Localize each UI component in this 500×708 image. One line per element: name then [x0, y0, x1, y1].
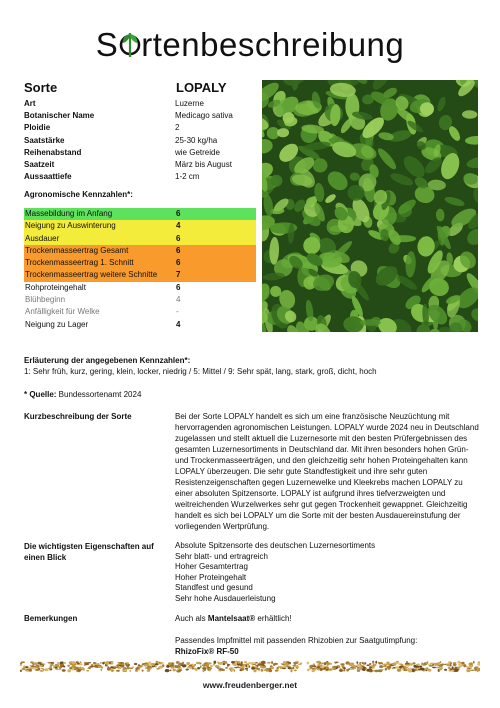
trait-row	[24, 233, 256, 245]
info-label: Saatstärke	[24, 135, 65, 145]
sorte-name: LOPALY	[176, 80, 227, 95]
trait-label: Neigung zu Lager	[25, 319, 89, 329]
remarks-pre: Auch als	[175, 614, 208, 623]
remarks-line-1	[175, 613, 480, 624]
property-item: Hoher Gesamtertrag	[175, 562, 248, 571]
trait-value: 4	[176, 319, 181, 329]
property-item: Standfest und gesund	[175, 583, 253, 592]
info-label: Reihenabstand	[24, 147, 82, 157]
property-item: Absolute Spitzensorte des deutschen Luzernesortiments	[175, 541, 376, 550]
trait-value: 4	[176, 221, 181, 231]
property-item: Hoher Proteingehalt	[175, 572, 247, 582]
sorte-label: Sorte	[24, 80, 58, 95]
alfalfa-photo	[262, 80, 478, 332]
info-row	[24, 110, 256, 122]
trait-row	[24, 269, 256, 281]
info-value: wie Getreide	[175, 147, 220, 157]
info-label: Ploidie	[24, 123, 51, 133]
trait-value: 6	[176, 233, 181, 243]
footer-url-link[interactable]: www.freudenberger.net	[202, 680, 298, 690]
description-label: Kurzbeschreibung der Sorte	[24, 412, 132, 421]
info-value: 25-30 kg/ha	[175, 135, 218, 145]
trait-row	[24, 245, 256, 257]
title-text-start: S	[95, 26, 119, 64]
trait-label: Blühbeginn	[25, 295, 66, 305]
info-row	[24, 147, 256, 159]
trait-label: Ausdauer	[25, 233, 60, 243]
variety-info-list	[24, 98, 256, 183]
trait-value: 6	[176, 245, 181, 255]
trait-label: Anfälligkeit für Welke	[25, 307, 100, 317]
source-note	[24, 390, 141, 399]
trait-value: -	[176, 307, 179, 317]
leaf-logo-icon	[119, 29, 141, 59]
trait-value: 7	[176, 270, 181, 280]
page-title	[0, 24, 500, 66]
info-label: Art	[24, 99, 36, 108]
source-value: Bundessortenamt 2024	[56, 390, 142, 399]
remarks-post: erhältlich!	[255, 614, 292, 623]
info-row	[24, 159, 256, 171]
trait-label: Trockenmasseertrag 1. Schnitt	[25, 258, 134, 268]
info-row	[24, 171, 256, 183]
info-value: Medicago sativa	[175, 111, 233, 121]
trait-value: 6	[176, 209, 181, 218]
remarks-line-3: RhizoFix® RF-50	[175, 647, 239, 656]
trait-value: 4	[176, 295, 181, 305]
property-item: Sehr blatt- und ertragreich	[175, 551, 268, 561]
seed-strip-graphic	[20, 659, 480, 674]
info-value: 1-2 cm	[175, 172, 200, 182]
remarks-label: Bemerkungen	[24, 614, 78, 623]
info-label: Botanischer Name	[24, 111, 95, 121]
agro-heading: Agronomische Kennzahlen*:	[24, 190, 133, 199]
info-row	[24, 98, 256, 110]
agro-traits-list	[24, 208, 256, 331]
alfalfa-leaves-image	[262, 80, 478, 332]
trait-row	[24, 282, 256, 294]
info-value: 2	[175, 123, 180, 133]
trait-row	[24, 294, 256, 306]
info-label: Aussaattiefe	[24, 172, 72, 182]
legend-heading: Erläuterung der angegebenen Kennzahlen*:	[24, 356, 191, 365]
trait-row	[24, 208, 256, 220]
source-label: * Quelle:	[24, 390, 57, 399]
properties-label: Die wichtigsten Eigenschaften auf einen Blick	[24, 542, 154, 562]
info-value: Luzerne	[175, 99, 204, 108]
trait-row	[24, 257, 256, 269]
trait-value: 6	[176, 258, 181, 268]
seed-strip-image	[20, 659, 480, 674]
trait-row	[24, 220, 256, 232]
properties-list	[175, 541, 480, 604]
remarks-block	[175, 613, 480, 657]
description-text	[175, 411, 480, 532]
remarks-product: Mantelsaat®	[207, 614, 256, 623]
title-text-end: rtenbeschreibung	[141, 26, 405, 64]
trait-label: Trockenmasseertrag Gesamt	[25, 245, 129, 255]
legend-text: 1: Sehr früh, kurz, gering, klein, locker, niedrig / 5: Mittel / 9: Sehr spät, lang, stark, groß, dicht, hoch	[24, 367, 377, 376]
trait-label: Trockenmasseertrag weitere Schnitte	[25, 270, 158, 280]
trait-label: Massebildung im Anfang	[25, 209, 113, 218]
remarks-line-2: Passendes Impfmittel mit passenden Rhizobien zur Saatgutimpfung:	[175, 636, 418, 645]
info-label: Saatzeit	[24, 159, 55, 169]
description-paragraph: Bei der Sorte LOPALY handelt es sich um eine französische Neuzüchtung mit hervorragenden agronomischen Leistungen. LOPALY wurde 2024 neu in Deutschland zugelassen und stellt aktuell die Luzernesorte mit den besten Prüfergebnissen des gesamten Luzernesortiments in Deutschland dar. Mit ihren besonders hohen Grün- und Trockenmasseerträgen, und den gleichzeitig sehr hohen Proteingehalten kann LOPALY überzeugen. Die sehr gute Standfestigkeit und ihre sehr guten Resistenzeigenschaften gegen Luzernewelke und Kleekrebs machen LOPALY zu einer absoluten Spitzensorte. LOPALY ist aufgrund ihres tiefverzweigten und weitreichenden Wurzelwerkes sehr gut gegen Trockenheit gewappnet. Gleichzeitig handelt es sich bei LOPALY um die Sorte mit der besten Ausdauereinstufung der vorliegenden Wertprüfung.	[175, 412, 479, 531]
trait-value: 6	[176, 282, 181, 292]
info-row	[24, 122, 256, 134]
info-row	[24, 135, 256, 147]
trait-label: Neigung zu Auswinterung	[25, 221, 116, 231]
info-value: März bis August	[175, 159, 232, 169]
trait-row	[24, 319, 256, 331]
trait-label: Rohproteingehalt	[25, 282, 86, 292]
trait-row	[24, 306, 256, 318]
property-item: Sehr hohe Ausdauerleistung	[175, 593, 276, 603]
